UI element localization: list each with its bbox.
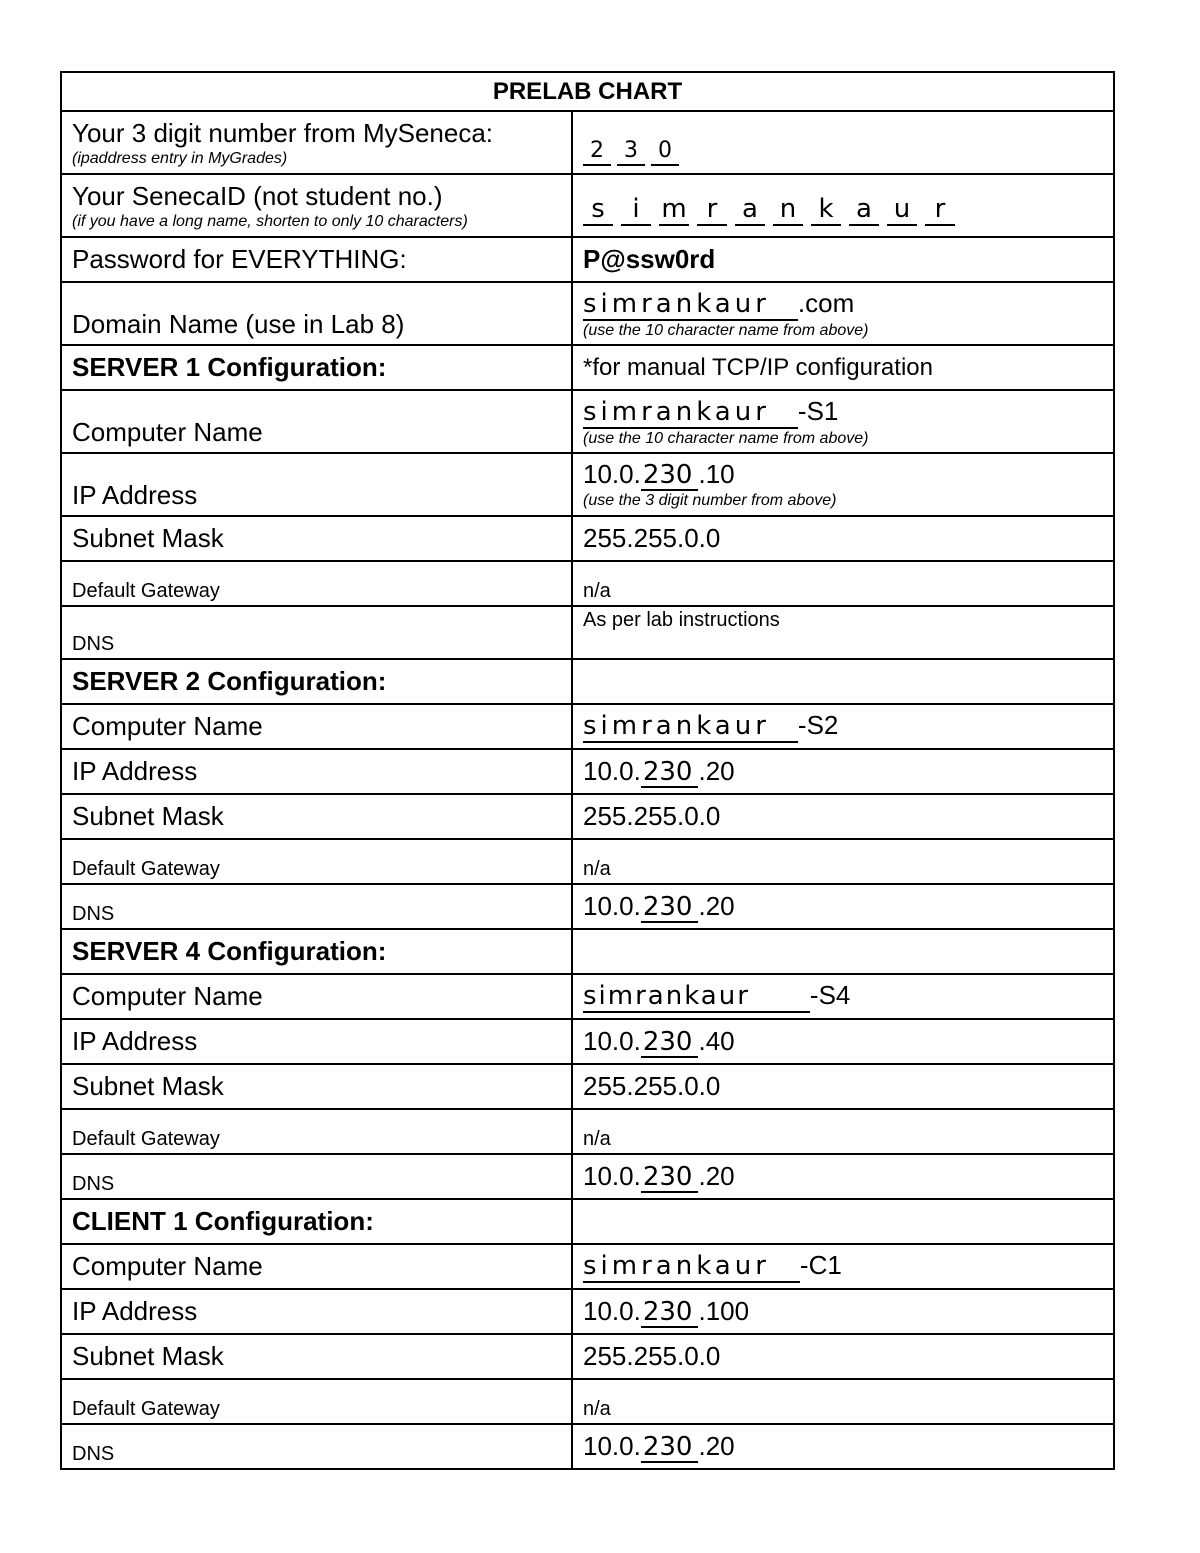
server2-heading: SERVER 2 Configuration: — [61, 659, 572, 704]
digit-2: 3 — [617, 138, 645, 166]
server1-dns-row — [61, 606, 1114, 659]
server2-gateway-label: Default Gateway — [61, 839, 572, 884]
senecaid-blanks — [583, 194, 1103, 226]
client1-ip-mid: 230 — [641, 1298, 699, 1328]
server4-subnet-row — [61, 1064, 1114, 1109]
digit-label-cell — [61, 111, 572, 174]
server2-ip-label: IP Address — [61, 749, 572, 794]
digit-blanks — [583, 138, 1103, 166]
prelab-chart-sheet — [60, 71, 1113, 1470]
client1-subnet-value[interactable]: 255.255.0.0 — [572, 1334, 1114, 1379]
server4-ip-suffix: .40 — [698, 1025, 735, 1056]
client1-ip-suffix: .100 — [698, 1295, 750, 1326]
client1-computer-suffix: -C1 — [799, 1250, 842, 1280]
senecaid-letter: k — [811, 194, 841, 226]
server4-heading-row — [61, 929, 1114, 974]
client1-subnet-row — [61, 1334, 1114, 1379]
client1-dns-cell[interactable] — [572, 1424, 1114, 1469]
domain-note: (use the 10 character name from above) — [583, 321, 869, 339]
digit-value-cell[interactable] — [572, 111, 1114, 174]
senecaid-letter: a — [849, 194, 879, 226]
senecaid-letter: r — [925, 194, 955, 226]
server2-subnet-value[interactable]: 255.255.0.0 — [572, 794, 1114, 839]
domain-value-cell[interactable] — [572, 282, 1114, 345]
server2-gateway-row — [61, 839, 1114, 884]
server1-subnet-label: Subnet Mask — [61, 516, 572, 561]
server4-subnet-value[interactable]: 255.255.0.0 — [572, 1064, 1114, 1109]
senecaid-letter: u — [887, 194, 917, 226]
server1-ip-note: (use the 3 digit number from above) — [583, 492, 837, 509]
server4-ip-mid: 230 — [641, 1028, 699, 1058]
server2-ip-suffix: .20 — [698, 755, 735, 786]
server2-computer-row — [61, 704, 1114, 749]
domain-row — [61, 282, 1114, 345]
server1-ip-mid: 230 — [641, 461, 699, 491]
password-label: Password for EVERYTHING: — [61, 237, 572, 282]
digit-label: Your 3 digit number from MySeneca: — [72, 117, 494, 148]
server2-computer-cell[interactable] — [572, 704, 1114, 749]
server4-dns-mid: 230 — [641, 1163, 699, 1193]
server1-dns-label: DNS — [61, 606, 572, 659]
server1-gateway-label: Default Gateway — [61, 561, 572, 606]
server2-ip-prefix: 10.0. — [583, 755, 641, 786]
server4-gateway-value[interactable]: n/a — [572, 1109, 1114, 1154]
client1-computer-label: Computer Name — [61, 1244, 572, 1289]
client1-ip-label: IP Address — [61, 1289, 572, 1334]
server4-heading: SERVER 4 Configuration: — [61, 929, 572, 974]
digit-row — [61, 111, 1114, 174]
server2-computer-suffix: -S2 — [797, 710, 839, 740]
senecaid-label: Your SenecaID (not student no.) — [72, 180, 443, 211]
client1-dns-row — [61, 1424, 1114, 1469]
senecaid-letter: s — [583, 194, 613, 226]
client1-heading-row — [61, 1199, 1114, 1244]
server4-heading-empty — [572, 929, 1114, 974]
client1-dns-label: DNS — [61, 1424, 572, 1469]
server4-dns-label: DNS — [61, 1154, 572, 1199]
server4-dns-suffix: .20 — [698, 1160, 735, 1191]
senecaid-row — [61, 174, 1114, 237]
password-row — [61, 237, 1114, 282]
client1-gateway-value[interactable]: n/a — [572, 1379, 1114, 1424]
client1-ip-cell[interactable] — [572, 1289, 1114, 1334]
client1-ip-prefix: 10.0. — [583, 1295, 641, 1326]
server1-subnet-row — [61, 516, 1114, 561]
server4-gateway-label: Default Gateway — [61, 1109, 572, 1154]
server2-computer-name: simrankaur — [583, 711, 798, 743]
server2-subnet-row — [61, 794, 1114, 839]
client1-dns-prefix: 10.0. — [583, 1430, 641, 1461]
senecaid-letter: n — [773, 194, 803, 226]
server4-ip-row — [61, 1019, 1114, 1064]
server1-ip-suffix: .10 — [698, 459, 735, 489]
server4-computer-suffix: -S4 — [809, 980, 851, 1010]
digit-3: 0 — [651, 138, 679, 166]
senecaid-value-cell[interactable] — [572, 174, 1114, 237]
senecaid-letter: i — [621, 194, 651, 226]
chart-title: PRELAB CHART — [61, 72, 1114, 111]
client1-dns-mid: 230 — [641, 1433, 699, 1463]
senecaid-letter: r — [697, 194, 727, 226]
digit-1: 2 — [583, 138, 611, 166]
server1-computer-cell[interactable] — [572, 390, 1114, 453]
server1-gateway-row — [61, 561, 1114, 606]
digit-note: (ipaddress entry in MyGrades) — [72, 149, 288, 167]
server4-dns-prefix: 10.0. — [583, 1160, 641, 1191]
client1-gateway-row — [61, 1379, 1114, 1424]
server2-dns-suffix: .20 — [698, 890, 735, 921]
server1-ip-prefix: 10.0. — [583, 459, 641, 489]
client1-gateway-label: Default Gateway — [61, 1379, 572, 1424]
server1-computer-row — [61, 390, 1114, 453]
server1-gateway-value[interactable]: n/a — [572, 561, 1114, 606]
server1-computer-label: Computer Name — [61, 390, 572, 453]
senecaid-letter: m — [659, 194, 689, 226]
prelab-chart-table — [60, 71, 1115, 1470]
server2-heading-row — [61, 659, 1114, 704]
client1-computer-cell[interactable] — [572, 1244, 1114, 1289]
server4-gateway-row — [61, 1109, 1114, 1154]
domain-name-blank: simrankaur — [583, 289, 798, 321]
server4-computer-name: simrankaur — [583, 981, 810, 1013]
server1-heading: SERVER 1 Configuration: — [61, 345, 572, 390]
server4-subnet-label: Subnet Mask — [61, 1064, 572, 1109]
server4-dns-row — [61, 1154, 1114, 1199]
server2-dns-label: DNS — [61, 884, 572, 929]
title-row — [61, 72, 1114, 111]
client1-ip-row — [61, 1289, 1114, 1334]
server1-subnet-value[interactable]: 255.255.0.0 — [572, 516, 1114, 561]
server2-heading-empty — [572, 659, 1114, 704]
server2-dns-cell[interactable] — [572, 884, 1114, 929]
client1-subnet-label: Subnet Mask — [61, 1334, 572, 1379]
client1-computer-name: simrankaur — [583, 1251, 800, 1283]
domain-suffix: .com — [797, 287, 855, 318]
server4-dns-cell[interactable] — [572, 1154, 1114, 1199]
client1-computer-row — [61, 1244, 1114, 1289]
server4-computer-label: Computer Name — [61, 974, 572, 1019]
server1-computer-name: simrankaur — [583, 397, 798, 429]
client1-heading-empty — [572, 1199, 1114, 1244]
server4-ip-label: IP Address — [61, 1019, 572, 1064]
server2-ip-cell[interactable] — [572, 749, 1114, 794]
server2-computer-label: Computer Name — [61, 704, 572, 749]
server2-dns-prefix: 10.0. — [583, 890, 641, 921]
server1-computer-note: (use the 10 character name from above) — [583, 429, 869, 447]
server4-computer-cell[interactable] — [572, 974, 1114, 1019]
server2-subnet-label: Subnet Mask — [61, 794, 572, 839]
server1-ip-cell[interactable] — [572, 453, 1114, 516]
server2-ip-mid: 230 — [641, 758, 699, 788]
server1-ip-row — [61, 453, 1114, 516]
server4-ip-prefix: 10.0. — [583, 1025, 641, 1056]
server1-computer-suffix: -S1 — [797, 395, 839, 426]
senecaid-label-cell — [61, 174, 572, 237]
server1-dns-value[interactable]: As per lab instructions — [572, 606, 1114, 659]
server1-heading-note: *for manual TCP/IP configuration — [572, 345, 1114, 390]
client1-heading: CLIENT 1 Configuration: — [61, 1199, 572, 1244]
server2-ip-row — [61, 749, 1114, 794]
senecaid-note: (if you have a long name, shorten to only 10 characters) — [72, 212, 468, 230]
senecaid-letter: a — [735, 194, 765, 226]
server2-dns-row — [61, 884, 1114, 929]
client1-dns-suffix: .20 — [698, 1430, 735, 1461]
domain-label: Domain Name (use in Lab 8) — [61, 282, 572, 345]
password-value[interactable]: P@ssw0rd — [572, 237, 1114, 282]
server1-ip-label: IP Address — [61, 453, 572, 516]
server4-computer-row — [61, 974, 1114, 1019]
server2-gateway-value[interactable]: n/a — [572, 839, 1114, 884]
server1-heading-row — [61, 345, 1114, 390]
server2-dns-mid: 230 — [641, 893, 699, 923]
server4-ip-cell[interactable] — [572, 1019, 1114, 1064]
